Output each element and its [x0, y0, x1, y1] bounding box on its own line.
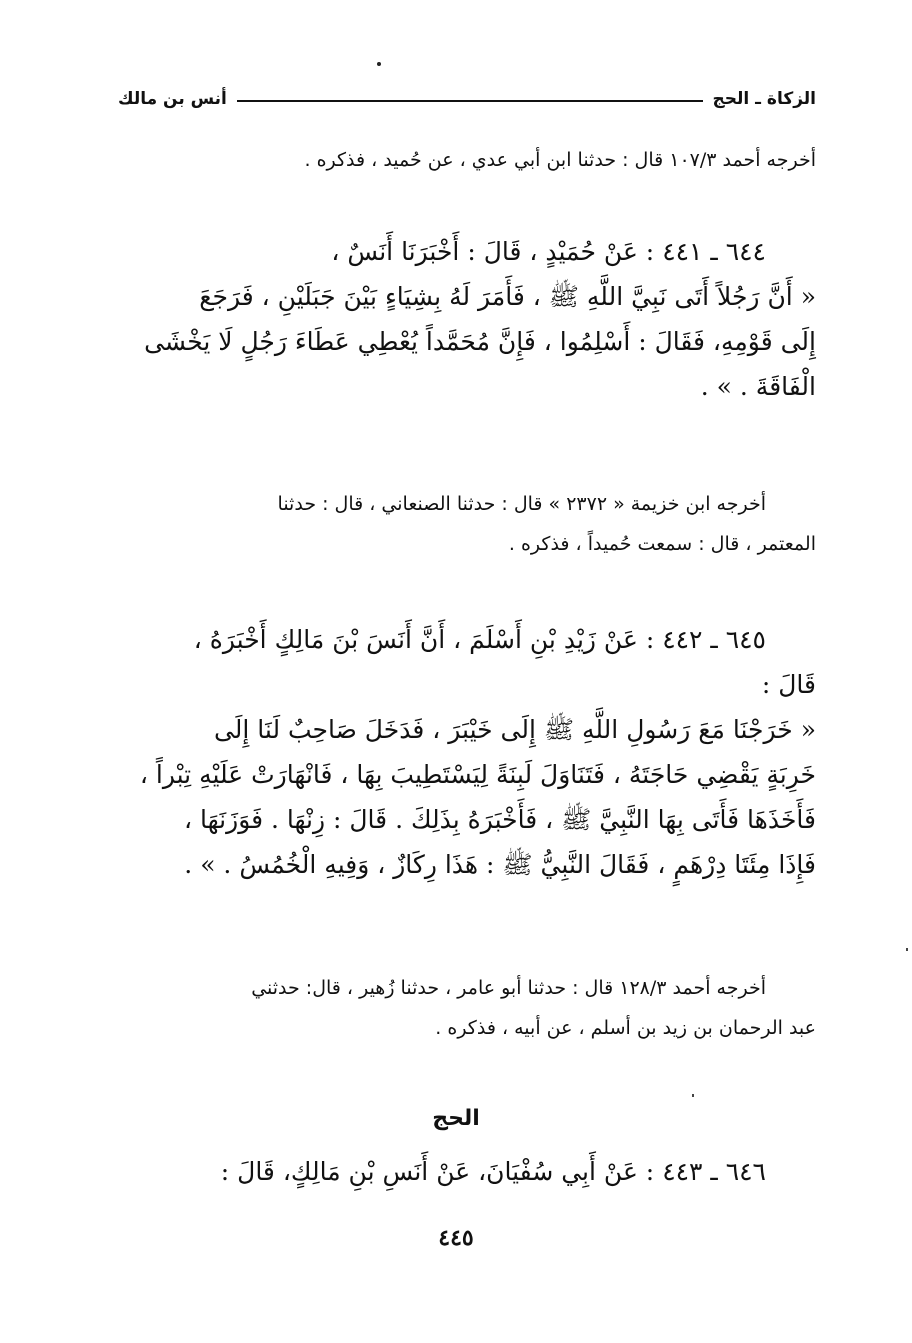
hadith-heading: ٦٤٦ ـ ٤٤٣ : عَنْ أَبِي سُفْيَانَ، عَنْ أَنَسِ بْنِ مَالِكٍ، قَالَ :	[220, 1157, 766, 1186]
hadith-text-line: « خَرَجْنَا مَعَ رَسُولِ اللَّهِ ﷺ إِلَى خَيْبَرَ ، فَدَخَلَ صَاحِبٌ لَنَا إِلَى	[213, 715, 816, 744]
chapter-title: الزكاة ـ الحج	[712, 89, 816, 109]
hadith-heading-cont: قَالَ :	[761, 670, 816, 699]
note-line: عبد الرحمان بن زيد بن أسلم ، عن أبيه ، فذكره .	[435, 1017, 816, 1039]
note-line: أخرجه ابن خزيمة « ٢٣٧٢ » قال : حدثنا الصنعاني ، قال : حدثنا	[277, 493, 766, 515]
hadith-text-line: خَرِبَةٍ يَقْضِي حَاجَتَهُ ، فَتَنَاوَلَ لَبِنَةً لِيَسْتَطِيبَ بِهَا ، فَانْهَارَتْ عَلَيْهِ تِبْراً ،	[139, 760, 816, 789]
hadith-text-line: « أَنَّ رَجُلاً أَتَى نَبِيَّ اللَّهِ ﷺ ، فَأَمَرَ لَهُ بِشِيَاءٍ بَيْنَ جَبَلَيْنِ ، فَرَجَعَ	[199, 282, 816, 311]
note-line: أخرجه أحمد ١٠٧/٣ قال : حدثنا ابن أبي عدي ، عن حُميد ، فذكره .	[304, 149, 816, 171]
narrator-title: أنس بن مالك	[118, 89, 227, 109]
running-header	[118, 86, 816, 112]
hadith-heading: ٦٤٤ ـ ٤٤١ : عَنْ حُمَيْدٍ ، قَالَ : أَخْبَرَنَا أَنَسٌ ،	[331, 237, 766, 266]
hadith-text-line: الْفَاقَةَ . » .	[700, 372, 816, 401]
page-number: ٤٤٥	[438, 1225, 474, 1251]
section-title: الحج	[432, 1106, 480, 1131]
hadith-text-line: فَأَخَذَهَا فَأَتَى بِهَا النَّبِيَّ ﷺ ، فَأَخْبَرَهُ بِذَلِكَ . قَالَ : زِنْهَا . فَوَزَنَهَا ،	[184, 805, 816, 834]
note-line: المعتمر ، قال : سمعت حُميداً ، فذكره .	[508, 533, 816, 555]
print-speck	[692, 1094, 694, 1097]
takhrij-note-3	[116, 968, 816, 1048]
print-speck	[906, 948, 908, 951]
takhrij-note-1	[116, 140, 816, 180]
hadith-text-line: فَإِذَا مِئَتَا دِرْهَمٍ ، فَقَالَ النَّبِيُّ ﷺ : هَذَا رِكَازٌ ، وَفِيهِ الْخُمُسُ . » .	[184, 850, 816, 879]
hadith-645	[116, 618, 816, 886]
hadith-text-line: إِلَى قَوْمِهِ، فَقَالَ : أَسْلِمُوا ، فَإِنَّ مُحَمَّداً يُعْطِي عَطَاءَ رَجُلٍ لَا يَخْشَى	[144, 327, 816, 356]
header-rule	[237, 100, 703, 102]
print-speck	[377, 62, 381, 66]
hadith-646	[116, 1150, 816, 1193]
hadith-heading: ٦٤٥ ـ ٤٤٢ : عَنْ زَيْدِ بْنِ أَسْلَمَ ، أَنَّ أَنَسَ بْنَ مَالِكٍ أَخْبَرَهُ ،	[193, 625, 766, 654]
hadith-644	[116, 230, 816, 408]
takhrij-note-2	[116, 484, 816, 564]
note-line: أخرجه أحمد ١٢٨/٣ قال : حدثنا أبو عامر ، حدثنا زُهير ، قال: حدثني	[251, 977, 766, 999]
